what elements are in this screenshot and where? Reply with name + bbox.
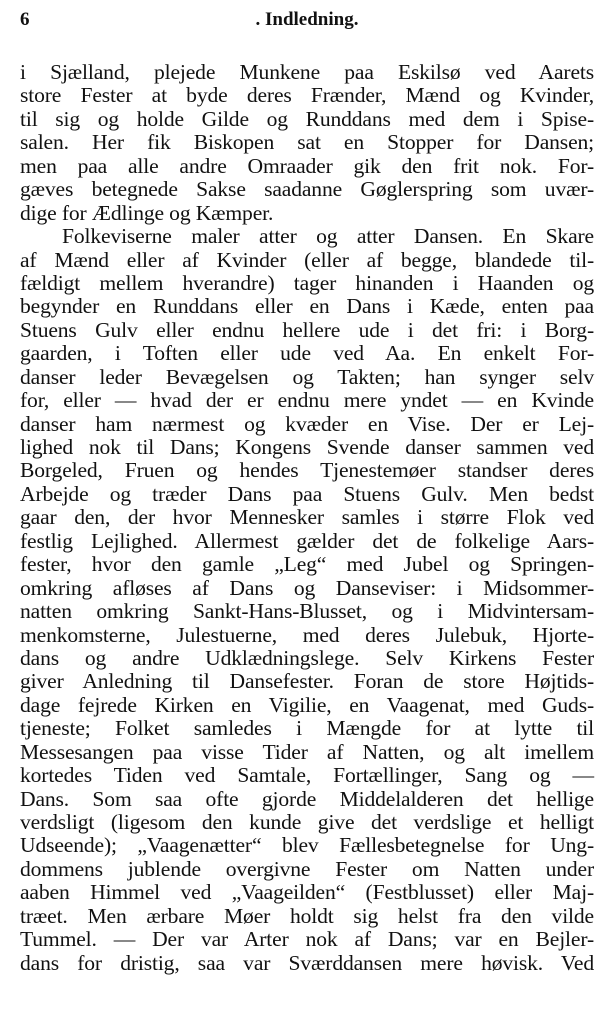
text-line: fester, hvor den gamle „Leg“ med Jubel og Springen- <box>20 552 594 577</box>
text-line: men paa alle andre Omraader gik den frit nok. For- <box>20 153 594 178</box>
text-line: menkomsterne, Julestuerne, med deres Julebuk, Hjorte- <box>20 622 594 647</box>
text-line: kortedes Tiden ved Samtale, Fortællinger, Sang og — <box>20 763 594 788</box>
book-page <box>20 6 594 1014</box>
text-line: for, eller — hvad der er endnu mere yndet — en Kvinde <box>20 388 594 413</box>
text-line: aaben Himmel ved „Vaageilden“ (Festblusset) eller Maj- <box>20 880 594 905</box>
text-line: natten omkring Sankt-Hans-Blusset, og i Midvintersam- <box>20 599 594 624</box>
text-line: verdsligt (ligesom den kunde give det verdslige et helligt <box>20 810 594 834</box>
text-line: lighed nok til Dans; Kongens Svende danser sammen ved <box>20 435 594 459</box>
text-line: danser ham nærmest og kvæder en Vise. Der er Lej- <box>20 411 594 436</box>
text-line: i Sjælland, plejede Munkene paa Eskilsø ved Aarets <box>20 60 594 84</box>
text-line: danser leder Bevægelsen og Takten; han synger selv <box>20 364 594 389</box>
text-line: dommens jublende overgivne Fester om Natten under <box>20 856 594 881</box>
text-line: salen. Her fik Biskopen sat en Stopper for Dansen; <box>20 130 594 155</box>
text-line: gaar den, der hvor Mennesker samles i større Flok ved <box>20 505 594 530</box>
text-line: begynder en Runddans eller en Dans i Kæde, enten paa <box>20 294 594 319</box>
text-line: gæves betegnede Sakse saadanne Gøglerspring som uvær- <box>20 177 594 202</box>
text-line: tjeneste; Folket samledes i Mængde for at lytte til <box>20 716 594 741</box>
text-line: dans og andre Udklædningslege. Selv Kirkens Fester <box>20 645 594 670</box>
text-line: festlig Lejlighed. Allermest gælder det de folkelige Aars- <box>20 528 594 553</box>
text-line: til sig og holde Gilde og Runddans med dem i Spise- <box>20 106 594 131</box>
text-line: af Mænd eller af Kvinder (eller af begge, blandede til- <box>20 247 594 272</box>
text-line: gaarden, i Toften eller ude ved Aa. En enkelt For- <box>20 341 594 366</box>
text-line: Arbejde og træder Dans paa Stuens Gulv. Men bedst <box>20 481 594 506</box>
text-line: Dans. Som saa ofte gjorde Middelalderen det hellige <box>20 786 594 811</box>
text-line: dans for dristig, saa var Sværddansen mere høvisk. Ved <box>20 950 594 975</box>
text-line: Stuens Gulv eller endnu hellere ude i det fri: i Borg- <box>20 317 594 342</box>
text-line: fældigt mellem hverandre) tager hinanden i Haanden og <box>20 270 594 295</box>
text-line: dage fejrede Kirken en Vigilie, en Vaagenat, med Guds- <box>20 692 594 717</box>
page-header <box>20 6 594 34</box>
text-line: Folkeviserne maler atter og atter Dansen. En Skare <box>62 224 594 249</box>
text-line: dige for Ædlinge og Kæmper. <box>20 200 274 225</box>
text-line: Udseende); „Vaagenætter“ blev Fællesbetegnelse for Ung- <box>20 833 594 858</box>
text-line: Messesangen paa visse Tider af Natten, og alt imellem <box>20 739 594 764</box>
running-head: . Indledning. <box>255 9 359 30</box>
text-line: store Fester at byde deres Frænder, Mænd og Kvinder, <box>20 83 594 108</box>
text-line: Borgeled, Fruen og hendes Tjenestemøer standser deres <box>20 458 594 483</box>
text-line: giver Anledning til Dansefester. Foran de store Højtids- <box>20 669 594 694</box>
text-line: træet. Men ærbare Møer holdt sig helst fra den vilde <box>20 903 594 928</box>
page-number: 6 <box>20 9 30 30</box>
text-line: omkring afløses af Dans og Danseviser: i Midsommer- <box>20 575 594 600</box>
body-text <box>20 61 594 975</box>
text-line: Tummel. — Der var Arter nok af Dans; var en Bejler- <box>20 927 594 952</box>
